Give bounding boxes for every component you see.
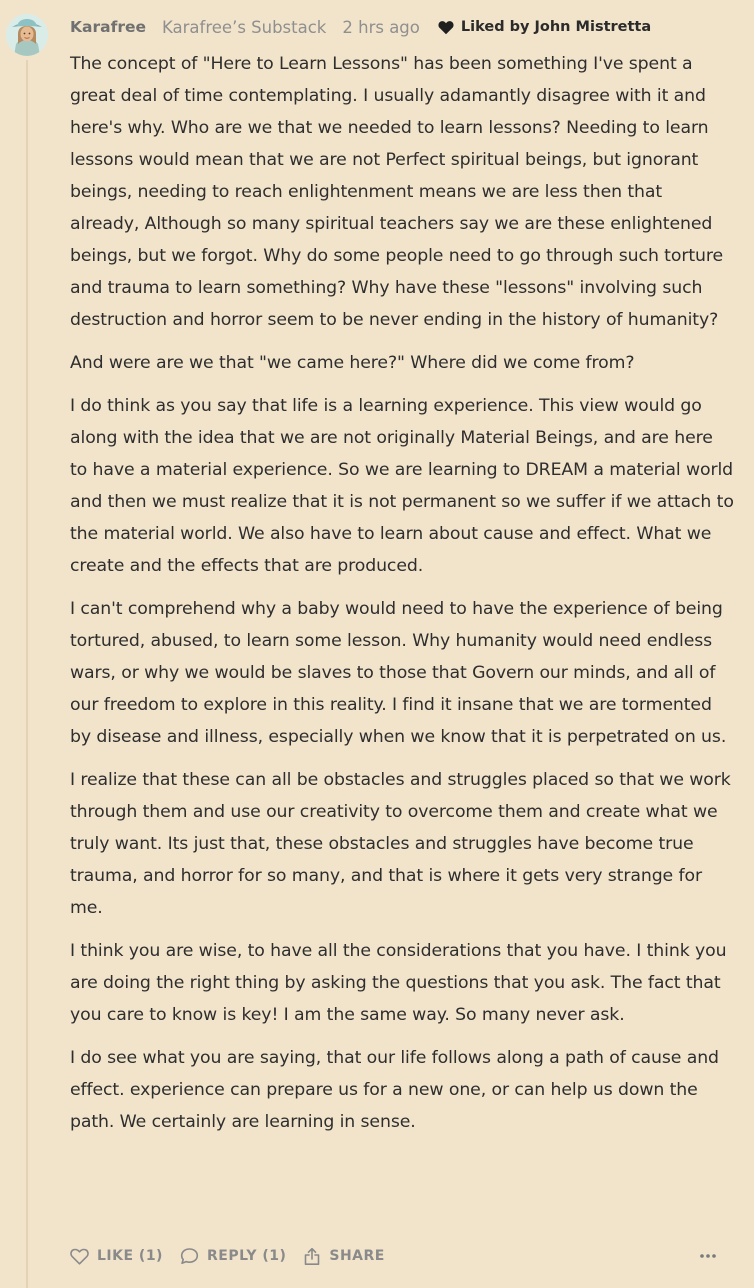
like-button[interactable]: [70, 1248, 163, 1265]
comment-paragraph: The concept of "Here to Learn Lessons" has been something I've spent a great deal of time contemplating. I usually adamantly disagree with it and here's why. Who are we that we needed to learn lessons? Needing to learn lessons would mean that we are not Perfect spiritual beings, but ignorant beings, needing to reach enlightenment means we are less then that already, Although so many spiritual teachers say we are these enlightened beings, but we forgot. Why do some people need to go through such torture and trauma to learn something? Why have these "lessons" involving such destruction and horror seem to be never ending in the history of humanity?: [70, 54, 724, 330]
thread-line: [26, 60, 28, 1288]
share-label: SHARE: [329, 1248, 385, 1264]
avatar[interactable]: [6, 14, 48, 56]
reply-button[interactable]: [180, 1247, 286, 1265]
comment-paragraph: I can't comprehend why a baby would need to have the experience of being tortured, abused, to learn some lesson. Why humanity would need endless wars, or why we would be slaves to those that Govern our minds, and all of our freedom to explore in this reality. I find it insane that we are tormented by disease and illness, especially when we know that it is perpetrated on us.: [70, 599, 727, 747]
more-icon: [699, 1253, 717, 1259]
comment-header: [70, 14, 651, 40]
comment-paragraph: I do think as you say that life is a learning experience. This view would go along with the idea that we are not originally Material Beings, and are here to have a material experience. So we are learning to DREAM a material world and then we must realize that it is not permanent so we suffer if we attach to the material world. We also have to learn about cause and effect. What we create and the effects that are produced.: [70, 396, 734, 576]
comment-actions: [70, 1242, 402, 1270]
like-label: LIKE (1): [97, 1248, 163, 1264]
comment-body: [70, 48, 734, 1149]
comment-paragraph: I think you are wise, to have all the considerations that you have. I think you are doing the right thing by asking the questions that you ask. The fact that you care to know is key! I am the same way. So many never ask.: [70, 941, 727, 1025]
author-name[interactable]: Karafree: [70, 18, 146, 36]
share-icon: [303, 1247, 321, 1266]
liked-by-text: Liked by John Mistretta: [460, 19, 652, 35]
comment-paragraph: And were are we that "we came here?" Where did we come from?: [70, 353, 635, 373]
timestamp[interactable]: 2 hrs ago: [342, 17, 420, 37]
avatar-image: [6, 14, 48, 56]
comment-paragraph: I realize that these can all be obstacles and struggles placed so that we work through them and use our creativity to overcome them and create what we truly want. Its just that, these obstacles and struggles have become true trauma, and horror for so many, and that is where it gets very strange for me.: [70, 770, 731, 918]
heart-icon: [438, 20, 454, 35]
heart-outline-icon: [70, 1248, 89, 1265]
reply-label: REPLY (1): [206, 1248, 287, 1264]
comment-icon: [180, 1247, 199, 1265]
liked-by: [438, 19, 651, 35]
publication-name[interactable]: Karafree’s Substack: [162, 17, 327, 37]
share-button[interactable]: [303, 1247, 384, 1266]
more-options-button[interactable]: [698, 1246, 718, 1266]
comment-paragraph: I do see what you are saying, that our life follows along a path of cause and effect. experience can prepare us for a new one, or can help us down the path. We certainly are learning in sense.: [70, 1048, 719, 1132]
